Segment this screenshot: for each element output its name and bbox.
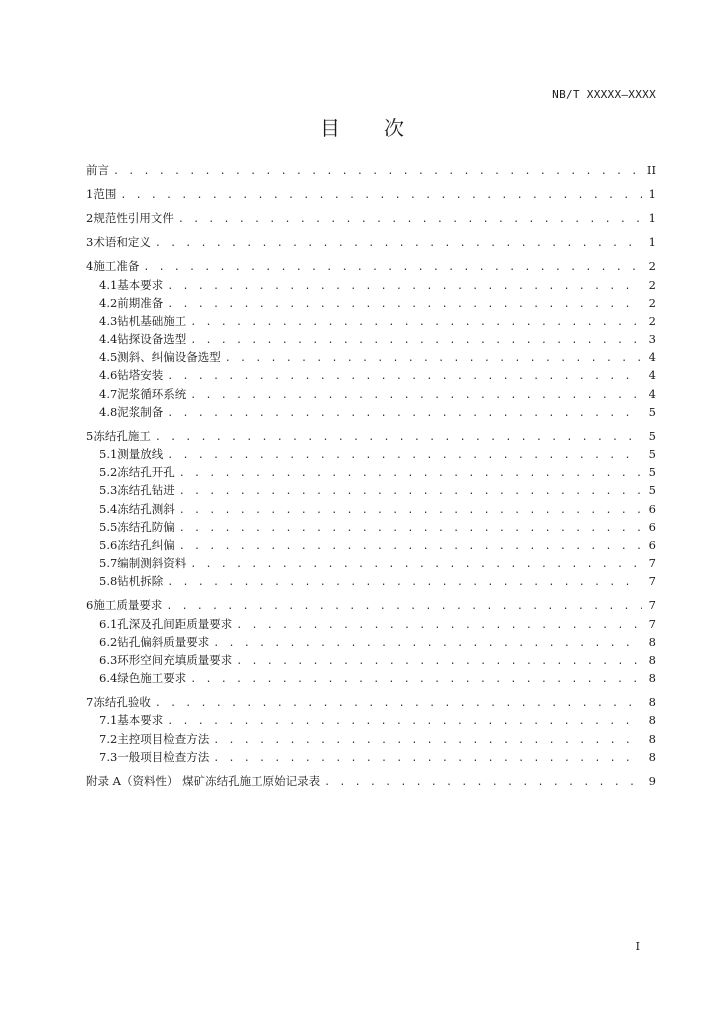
toc-dot-leader (236, 620, 642, 631)
toc-entry-number: 5.8 (99, 574, 118, 589)
toc-entry-title: 基本要求 (117, 277, 164, 292)
toc-entry-title: 术语和定义 (93, 235, 151, 250)
toc-entry-page: 1 (648, 235, 656, 250)
toc-entry-page: 5 (648, 404, 656, 419)
toc-entry-number: 6.4 (99, 671, 118, 686)
standard-code: NB/T XXXXX—XXXX (552, 88, 656, 101)
toc-entry-number: 6.2 (99, 634, 118, 649)
toc-entry-title: 钻机基础施工 (117, 313, 187, 328)
toc-entry[interactable] (86, 712, 656, 730)
toc-entry[interactable] (86, 749, 656, 767)
toc-entry[interactable] (86, 162, 656, 180)
toc-entry-title: 主控项目检查方法 (117, 731, 210, 746)
toc-entry-page: 2 (648, 277, 656, 292)
page-number: I (635, 940, 640, 953)
toc-entry-number: 4.8 (99, 404, 118, 419)
toc-entry-page: 2 (648, 259, 656, 274)
toc-entry[interactable] (86, 446, 656, 464)
title-char-1: 目 (320, 116, 340, 140)
toc-dot-leader (213, 753, 642, 764)
toc-entry-title: 编制测斜资料 (117, 556, 187, 571)
toc-dot-leader (179, 486, 642, 497)
toc-dot-leader (167, 716, 642, 727)
toc-entry[interactable] (86, 295, 656, 313)
toc-entry-page: 9 (648, 773, 656, 788)
toc-entry-number: 4.5 (99, 350, 118, 365)
toc-entry[interactable] (86, 652, 656, 670)
toc-entry-page: 8 (648, 671, 656, 686)
toc-entry[interactable] (86, 731, 656, 749)
toc-dot-leader (190, 559, 642, 570)
toc-entry-page: 2 (648, 295, 656, 310)
toc-entry-page: 6 (648, 538, 656, 553)
toc-entry-page: 8 (648, 634, 656, 649)
toc-dot-leader (113, 166, 642, 177)
toc-entry-page: 8 (648, 653, 656, 668)
toc-entry[interactable] (86, 210, 656, 228)
toc-entry[interactable] (86, 616, 656, 634)
toc-entry-number: 7 (86, 695, 94, 710)
toc-entry-title: 泥浆制备 (117, 404, 164, 419)
table-of-contents (86, 162, 656, 791)
toc-dot-leader (179, 541, 642, 552)
toc-entry-number: 6 (86, 598, 94, 613)
toc-entry-number: 4.6 (99, 368, 118, 383)
toc-entry-number: 1 (86, 187, 94, 202)
toc-entry-title: 冻结孔验收 (93, 695, 151, 710)
toc-dot-leader (167, 281, 642, 292)
toc-entry-title: 环形空间充填质量要求 (117, 653, 233, 668)
toc-entry[interactable] (86, 694, 656, 712)
toc-entry-title: 施工准备 (93, 259, 140, 274)
toc-entry-title: 前期准备 (117, 295, 164, 310)
toc-entry-page: 7 (648, 616, 656, 631)
toc-entry-page: 1 (648, 211, 656, 226)
toc-entry-page: 1 (648, 187, 656, 202)
toc-entry-title: 一般项目检查方法 (117, 749, 210, 764)
toc-dot-leader (166, 601, 642, 612)
toc-dot-leader (178, 214, 642, 225)
toc-entry-number: 5.2 (99, 465, 118, 480)
toc-entry-number: 3 (86, 235, 94, 250)
toc-entry-title: 冻结孔开孔 (117, 465, 175, 480)
toc-entry-title: 附录 A（资料性） 煤矿冻结孔施工原始记录表 (86, 773, 321, 788)
toc-entry[interactable] (86, 186, 656, 204)
toc-entry-number: 4.2 (99, 295, 118, 310)
toc-entry[interactable] (86, 597, 656, 615)
toc-entry[interactable] (86, 404, 656, 422)
toc-entry[interactable] (86, 501, 656, 519)
toc-entry-title: 绿色施工要求 (117, 671, 187, 686)
toc-entry-page: 8 (648, 731, 656, 746)
toc-entry-page: 4 (648, 386, 656, 401)
toc-dot-leader (120, 190, 642, 201)
toc-entry-page: 5 (648, 428, 656, 443)
toc-dot-leader (213, 735, 642, 746)
toc-dot-leader (190, 674, 642, 685)
toc-entry-page: 5 (648, 483, 656, 498)
toc-dot-leader (190, 335, 642, 346)
toc-dot-leader (143, 262, 642, 273)
toc-entry-number: 5.6 (99, 538, 118, 553)
toc-dot-leader (213, 638, 642, 649)
toc-entry-page: 7 (648, 574, 656, 589)
toc-entry[interactable] (86, 258, 656, 276)
toc-entry-number: 5.1 (99, 447, 118, 462)
toc-entry-title: 钻塔安装 (117, 368, 164, 383)
toc-entry-page: 4 (648, 368, 656, 383)
toc-entry-number: 5.7 (99, 556, 118, 571)
toc-entry-number: 7.1 (99, 713, 118, 728)
toc-entry[interactable] (86, 537, 656, 555)
toc-entry-title: 范围 (93, 187, 117, 202)
toc-entry[interactable] (86, 313, 656, 331)
toc-entry-number: 5.5 (99, 519, 118, 534)
toc-entry[interactable] (86, 573, 656, 591)
toc-dot-leader (179, 523, 642, 534)
toc-entry-title: 施工质量要求 (93, 598, 163, 613)
toc-entry-number: 4.1 (99, 277, 118, 292)
toc-entry-page: 7 (648, 556, 656, 571)
toc-entry-title: 孔深及孔间距质量要求 (117, 616, 233, 631)
toc-entry-title: 钻孔偏斜质量要求 (117, 634, 210, 649)
toc-entry-page: 6 (648, 519, 656, 534)
toc-entry-number: 6.3 (99, 653, 118, 668)
toc-entry-title: 冻结孔测斜 (117, 501, 175, 516)
toc-entry-number: 7.3 (99, 749, 118, 764)
toc-dot-leader (167, 450, 642, 461)
toc-dot-leader (179, 505, 642, 516)
toc-entry-title: 冻结孔纠偏 (117, 538, 175, 553)
toc-dot-leader (190, 390, 642, 401)
toc-entry-page: 8 (648, 713, 656, 728)
toc-entry-number: 2 (86, 211, 94, 226)
toc-entry-number: 4 (86, 259, 94, 274)
toc-entry[interactable] (86, 234, 656, 252)
toc-entry[interactable] (86, 331, 656, 349)
toc-entry[interactable] (86, 482, 656, 500)
toc-entry[interactable] (86, 386, 656, 404)
toc-entry[interactable] (86, 349, 656, 367)
toc-dot-leader (179, 468, 642, 479)
toc-entry-page: 2 (648, 313, 656, 328)
toc-entry-title: 泥浆循环系统 (117, 386, 187, 401)
toc-entry-page: 5 (648, 465, 656, 480)
toc-entry-title: 基本要求 (117, 713, 164, 728)
toc-entry-page: 5 (648, 447, 656, 462)
toc-entry-number: 5 (86, 428, 94, 443)
toc-entry-number: 5.4 (99, 501, 118, 516)
toc-entry-number: 4.4 (99, 332, 118, 347)
toc-entry-number: 5.3 (99, 483, 118, 498)
toc-entry-number: 6.1 (99, 616, 118, 631)
toc-entry-page: 4 (648, 350, 656, 365)
toc-dot-leader (167, 577, 642, 588)
page-title (0, 112, 724, 141)
toc-dot-leader (155, 432, 642, 443)
toc-dot-leader (167, 299, 642, 310)
toc-dot-leader (155, 238, 642, 249)
toc-entry-title: 测量放线 (117, 447, 164, 462)
toc-entry-title: 钻机拆除 (117, 574, 164, 589)
toc-entry[interactable] (86, 428, 656, 446)
toc-entry[interactable] (86, 519, 656, 537)
toc-entry-page: 8 (648, 695, 656, 710)
toc-entry-title: 测斜、纠偏设备选型 (117, 350, 221, 365)
toc-entry-page: II (646, 163, 656, 177)
toc-entry[interactable] (86, 634, 656, 652)
toc-entry-title: 冻结孔钻进 (117, 483, 175, 498)
toc-entry-page: 6 (648, 501, 656, 516)
toc-entry[interactable] (86, 277, 656, 295)
title-char-2: 次 (384, 116, 404, 140)
toc-entry-page: 8 (648, 749, 656, 764)
toc-entry-page: 7 (648, 598, 656, 613)
toc-entry-title: 冻结孔施工 (93, 428, 151, 443)
toc-entry[interactable] (86, 367, 656, 385)
toc-entry-title: 冻结孔防偏 (117, 519, 175, 534)
toc-dot-leader (155, 698, 642, 709)
toc-entry-number: 4.7 (99, 386, 118, 401)
toc-dot-leader (167, 371, 642, 382)
toc-entry[interactable] (86, 773, 656, 791)
toc-entry-title: 规范性引用文件 (93, 211, 174, 226)
toc-dot-leader (225, 353, 642, 364)
toc-dot-leader (167, 408, 642, 419)
toc-entry-number: 7.2 (99, 731, 118, 746)
toc-entry-title: 钻探设备选型 (117, 332, 187, 347)
toc-entry[interactable] (86, 670, 656, 688)
toc-entry[interactable] (86, 464, 656, 482)
toc-entry-title: 前言 (86, 163, 109, 177)
toc-dot-leader (190, 317, 642, 328)
toc-entry-number: 4.3 (99, 313, 118, 328)
toc-dot-leader (236, 656, 642, 667)
toc-entry[interactable] (86, 555, 656, 573)
toc-entry-page: 3 (648, 332, 656, 347)
toc-dot-leader (324, 777, 642, 788)
